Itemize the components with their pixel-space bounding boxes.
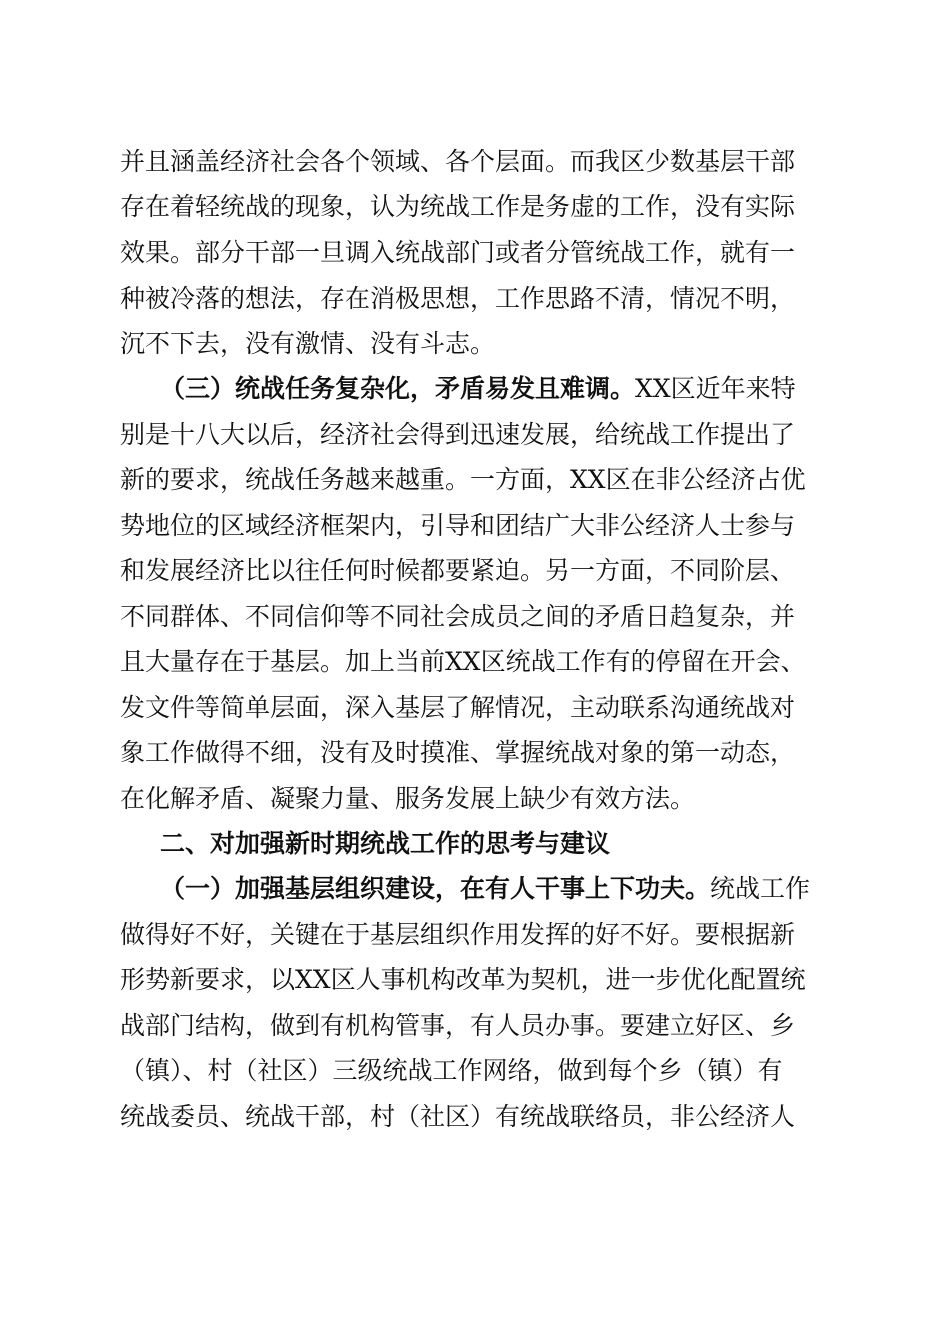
text-line-18: [120, 915, 795, 955]
text-line-14: [120, 733, 795, 773]
text-line-7: [120, 415, 795, 455]
line-text: 别是十八大以后，经济社会得到迅速发展，给统战工作提出了: [120, 420, 796, 449]
line-text: 统战工作: [710, 874, 811, 903]
line-text: 且大量存在于基层。加上当前XX区统战工作有的停留在开会、: [120, 647, 806, 676]
line-text: 存在着轻统战的现象，认为统战工作是务虚的工作，没有实际: [120, 192, 796, 221]
text-line-12: [120, 642, 806, 682]
text-line-13: [120, 688, 795, 728]
text-line-1: [120, 142, 795, 182]
text-line-20: [120, 1006, 795, 1046]
text-line-4: [120, 279, 795, 319]
line-text: 不同群体、不同信仰等不同社会成员之间的矛盾日趋复杂，并: [120, 602, 796, 631]
line-text: 和发展经济比以往任何时候都要紧迫。另一方面，不同阶层、: [120, 556, 796, 585]
text-line-3: [120, 233, 795, 273]
line-text: XX区近年来特: [635, 374, 796, 403]
subheading-lead: （三）统战任务复杂化，矛盾易发且难调。: [160, 374, 636, 403]
line-text: 做得好不好，关键在于基层组织作用发挥的好不好。要根据新: [120, 920, 796, 949]
text-line-11: [120, 597, 795, 637]
text-line-6: [160, 369, 796, 409]
text-line-19: [120, 960, 806, 1000]
text-line-9: [120, 506, 795, 546]
text-line-22: [120, 1097, 795, 1137]
line-text: （镇）、村（社区）三级统战工作网络，做到每个乡（镇）有: [120, 1056, 783, 1085]
line-text: 并且涵盖经济社会各个领域、各个层面。而我区少数基层干部: [120, 147, 796, 176]
text-line-15: [120, 779, 695, 819]
line-text: 象工作做得不细，没有及时摸准、掌握统战对象的第一动态，: [120, 738, 796, 767]
text-line-17: [160, 869, 810, 909]
heading-text: 二、对加强新时期统战工作的思考与建议: [160, 829, 611, 858]
line-text: 战部门结构，做到有机构管事，有人员办事。要建立好区、乡: [120, 1011, 796, 1040]
line-text: 统战委员、统战干部，村（社区）有统战联络员，非公经济人: [120, 1102, 796, 1131]
line-text: 势地位的区域经济框架内，引导和团结广大非公经济人士参与: [120, 511, 796, 540]
line-text: 形势新要求，以XX区人事机构改革为契机，进一步优化配置统: [120, 965, 806, 994]
line-text: 发文件等简单层面，深入基层了解情况，主动联系沟通统战对: [120, 693, 796, 722]
text-line-2: [120, 187, 795, 227]
line-text: 效果。部分干部一旦调入统战部门或者分管统战工作，就有一: [120, 238, 796, 267]
text-line-21: [120, 1051, 783, 1091]
text-line-5: [120, 324, 495, 364]
section-heading: [160, 824, 610, 864]
text-line-8: [120, 460, 806, 500]
line-text: 新的要求，统战任务越来越重。一方面，XX区在非公经济占优: [120, 465, 806, 494]
subheading-lead: （一）加强基层组织建设，在有人干事上下功夫。: [160, 874, 711, 903]
line-text: 沉不下去，没有激情、没有斗志。: [120, 329, 496, 358]
text-line-10: [120, 551, 795, 591]
line-text: 在化解矛盾、凝聚力量、服务发展上缺少有效方法。: [120, 784, 696, 813]
line-text: 种被冷落的想法，存在消极思想，工作思路不清，情况不明，: [120, 284, 796, 313]
